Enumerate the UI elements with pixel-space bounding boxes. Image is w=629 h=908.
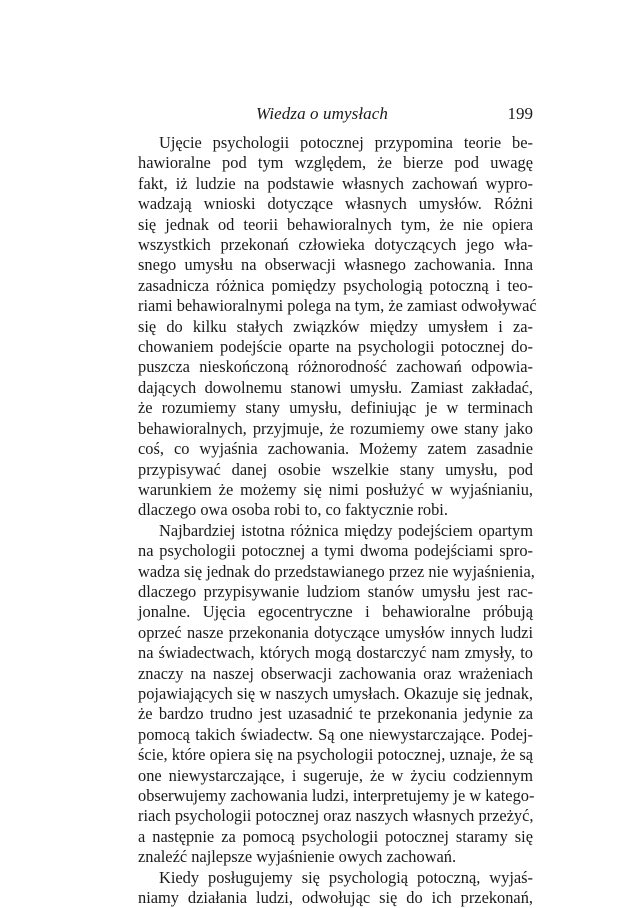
- text-line: znaleźć najlepsze wyjaśnienie owych zachowań.: [138, 847, 457, 867]
- text-line: riami behawioralnymi polega na tym, że zamiast odwoływać: [138, 296, 537, 316]
- text-line: przypisywać danej osobie wszelkie stany umysłu, pod: [138, 459, 533, 479]
- text-line: behawioralnych, przyjmuje, że rozumiemy owe stany jako: [138, 418, 533, 438]
- text-line: snego umysłu na obserwacji własnego zachowania. Inna: [138, 255, 533, 275]
- text-line: wszystkich przekonań człowieka dotyczących jego wła-: [138, 235, 533, 255]
- page-number: 199: [507, 104, 533, 123]
- text-line: pojawiających się w naszych umysłach. Okazuje się jednak,: [138, 683, 533, 703]
- text-line: dlaczego przypisywanie ludziom stanów umysłu jest rac-: [138, 581, 533, 601]
- text-line: się jednak od teorii behawioralnych tym, że nie opiera: [138, 214, 533, 234]
- text-line: znaczy na naszej obserwacji zachowania oraz wrażeniach: [138, 663, 533, 683]
- paragraph: [138, 521, 533, 868]
- text-line: ście, które opiera się na psychologii potocznej, uznaje, że są: [138, 745, 533, 765]
- running-title: Wiedza o umysłach: [256, 104, 389, 123]
- text-line: Kiedy posługujemy się psychologią potoczną, wyjaś-: [159, 867, 533, 887]
- text-line: riach psychologii potocznej oraz naszych własnych przeżyć,: [138, 806, 534, 826]
- text-line: chowaniem podejście oparte na psychologii potocznej do-: [138, 337, 533, 357]
- text-line: puszcza nieskończoną różnorodność zachowań odpowia-: [138, 357, 533, 377]
- text-line: się do kilku stałych związków między umysłem i za-: [138, 316, 533, 336]
- text-line: wadzają wnioski dotyczące własnych umysłów. Różni: [138, 194, 533, 214]
- text-line: niamy działania ludzi, odwołując się do ich przekonań,: [138, 888, 533, 908]
- text-line: zasadnicza różnica pomiędzy psychologią potoczną i teo-: [138, 275, 533, 295]
- running-header: [138, 104, 533, 128]
- text-line: pomocą takich świadectw. Są one niewystarczające. Podej-: [138, 724, 533, 744]
- text-line: oprzeć nasze przekonania dotyczące umysłów innych ludzi: [138, 622, 533, 642]
- text-line: warunkiem że możemy się nimi posłużyć w wyjaśnianiu,: [138, 479, 533, 499]
- text-line: fakt, iż ludzie na podstawie własnych zachowań wypro-: [138, 173, 533, 193]
- text-line: na świadectwach, których mogą dostarczyć nam zmysły, to: [138, 643, 533, 663]
- paragraph: [138, 868, 533, 908]
- text-line: na psychologii potocznej a tymi dwoma podejściami spro-: [138, 541, 533, 561]
- text-line: dlaczego owa osoba robi to, co faktycznie robi.: [138, 500, 448, 520]
- text-line: że rozumiemy stany umysłu, definiując je w terminach: [138, 398, 533, 418]
- text-line: a następnie za pomocą psychologii potocznej staramy się: [138, 826, 533, 846]
- text-line: dających dowolnemu stanowi umysłu. Zamiast zakładać,: [138, 377, 533, 397]
- text-line: że bardzo trudno jest uzasadnić te przekonania jedynie za: [138, 704, 533, 724]
- text-line: jonalne. Ujęcia egocentryczne i behawioralne próbują: [138, 602, 533, 622]
- text-line: Najbardziej istotna różnica między podejściem opartym: [159, 520, 533, 540]
- body-text: [138, 133, 537, 908]
- text-line: wadza się jednak do przedstawianego przez nie wyjaśnienia,: [138, 561, 535, 581]
- text-line: hawioralne pod tym względem, że bierze pod uwagę: [138, 153, 533, 173]
- text-line: coś, co wyjaśnia zachowania. Możemy zatem zasadnie: [138, 439, 533, 459]
- text-line: obserwujemy zachowania ludzi, interpretujemy je w katego-: [138, 786, 535, 805]
- paragraph: [138, 133, 537, 521]
- text-line: Ujęcie psychologii potocznej przypomina teorie be-: [159, 133, 533, 152]
- text-line: one niewystarczające, i sugeruje, że w życiu codziennym: [138, 765, 533, 785]
